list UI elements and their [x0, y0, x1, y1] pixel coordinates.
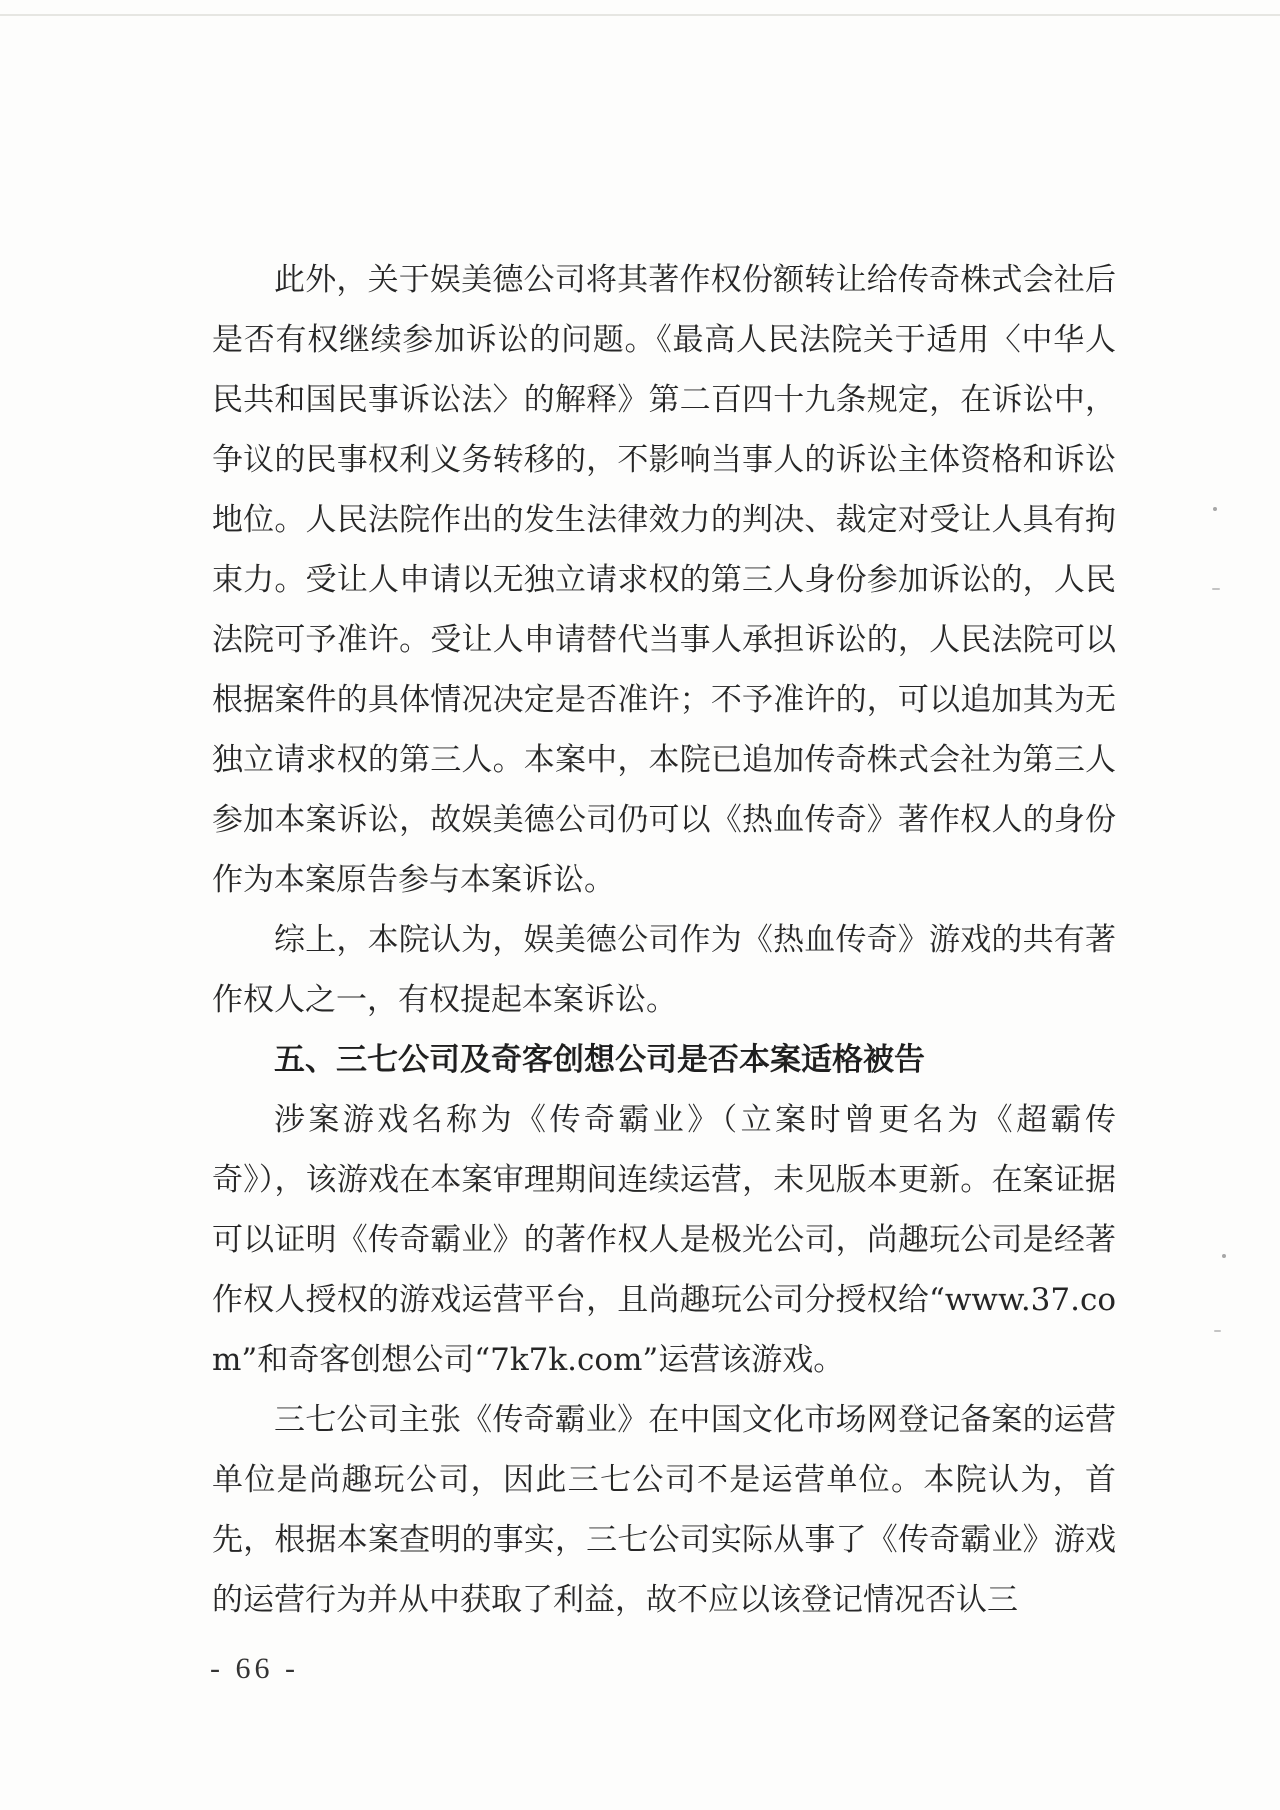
- scan-edge-line: [0, 14, 1280, 16]
- scan-speck: [1222, 1254, 1226, 1258]
- scan-speck: [1213, 507, 1217, 511]
- section-heading: 五、三七公司及奇客创想公司是否本案适格被告: [274, 1042, 925, 1078]
- paragraph-game-operation: 涉案游戏名称为《传奇霸业》（立案时曾更名为《超霸传奇》），该游戏在本案审理期间连续运营，未见版本更新。在案证据可以证明《传奇霸业》的著作权人是极光公司，尚趣玩公司是经著作权人授权的游戏运营平台，且尚趣玩公司分授权给“www.37.com”和奇客创想公司“7k7k.com”运营该游戏。: [212, 1102, 1116, 1378]
- document-body: [212, 250, 1116, 1630]
- page-number: - 66 -: [210, 1652, 299, 1685]
- paragraph-conclusion: 综上，本院认为，娱美德公司作为《热血传奇》游戏的共有著作权人之一，有权提起本案诉讼。: [212, 922, 1116, 1018]
- scan-speck: [1212, 588, 1220, 590]
- scan-speck: [1214, 1330, 1221, 1332]
- paragraph-registration-claim: 三七公司主张《传奇霸业》在中国文化市场网登记备案的运营单位是尚趣玩公司，因此三七公司不是运营单位。本院认为，首先，根据本案查明的事实，三七公司实际从事了《传奇霸业》游戏的运营行为并从中获取了利益，故不应以该登记情况否认三: [212, 1402, 1116, 1618]
- paragraph-transfer-of-rights: 此外，关于娱美德公司将其著作权份额转让给传奇株式会社后是否有权继续参加诉讼的问题。《最高人民法院关于适用〈中华人民共和国民事诉讼法〉的解释》第二百四十九条规定，在诉讼中，争议的民事权利义务转移的，不影响当事人的诉讼主体资格和诉讼地位。人民法院作出的发生法律效力的判决、裁定对受让人具有拘束力。受让人申请以无独立请求权的第三人身份参加诉讼的，人民法院可予准许。受让人申请替代当事人承担诉讼的，人民法院可以根据案件的具体情况决定是否准许；不予准许的，可以追加其为无独立请求权的第三人。本案中，本院已追加传奇株式会社为第三人参加本案诉讼，故娱美德公司仍可以《热血传奇》著作权人的身份作为本案原告参与本案诉讼。: [212, 262, 1116, 898]
